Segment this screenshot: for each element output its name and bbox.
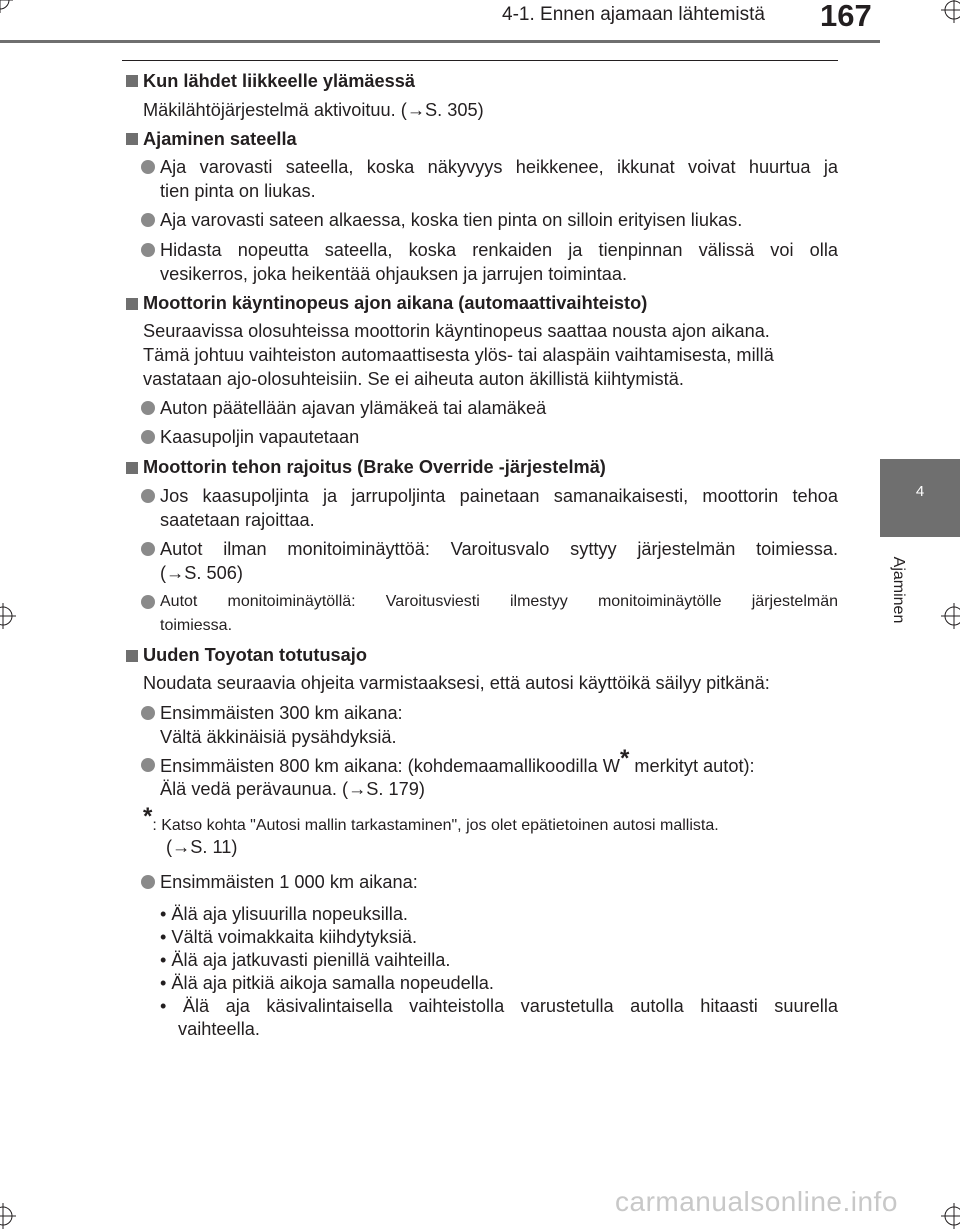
page-number: 167 — [820, 0, 872, 33]
sub-item: • Älä aja pitkiä aikoja samalla nopeudella. — [160, 973, 494, 993]
bullet-text: tien pinta on liukas. — [160, 181, 316, 201]
sub-item: • Älä aja jatkuvasti pienillä vaihteilla. — [160, 950, 451, 970]
section-marker — [126, 75, 138, 87]
paragraph-line: Mäkilähtöjärjestelmä aktivoituu. (→S. 305) — [143, 100, 484, 120]
section-heading: Moottorin käyntinopeus ajon aikana (automaattivaihteisto) — [143, 293, 648, 313]
section-marker — [126, 133, 138, 145]
section-title: 4-1. Ennen ajamaan lähtemistä — [502, 4, 765, 25]
bullet-dot — [141, 758, 155, 772]
footnote-line — [143, 803, 719, 837]
section-marker — [126, 298, 138, 310]
chapter-label-text: Ajaminen — [890, 556, 907, 624]
watermark: carmanualsonline.info — [615, 1186, 898, 1217]
bullet-text: (→S. 506) — [160, 563, 243, 583]
bullet-text: Ensimmäisten 300 km aikana: — [160, 703, 403, 723]
bullet-text — [160, 745, 755, 777]
bullet-text-part: merkityt autot): — [629, 756, 755, 776]
bullet-dot — [141, 430, 155, 444]
bullet-text: Hidasta nopeutta sateella, koska renkaiden ja tienpinnan välissä voi olla — [160, 240, 838, 260]
content-top-rule — [122, 60, 838, 61]
bullet-dot — [141, 875, 155, 889]
chapter-tab — [880, 459, 960, 537]
sub-item: • Älä aja ylisuurilla nopeuksilla. — [160, 904, 408, 924]
footnote-ref: (→S. 11) — [166, 837, 238, 857]
bullet-text: Aja varovasti sateen alkaessa, koska tien pinta on silloin erityisen liukas. — [160, 210, 743, 230]
section-heading: Ajaminen sateella — [143, 129, 297, 149]
bullet-text: Autot ilman monitoiminäyttöä: Varoitusvalo syttyy järjestelmän toimiessa. — [160, 539, 838, 559]
bullet-text: Kaasupoljin vapautetaan — [160, 427, 360, 447]
sub-item: • Älä aja käsivalintaisella vaihteistolla varustetulla autolla hitaasti suurella — [160, 996, 838, 1016]
sub-item: • Vältä voimakkaita kiihdytyksiä. — [160, 927, 418, 947]
crop-mark-bottom-right — [941, 1203, 960, 1229]
paragraph-line: Noudata seuraavia ohjeita varmistaaksesi, että autosi käyttöikä säilyy pitkänä: — [143, 673, 770, 693]
crop-mark-top-right — [941, 0, 960, 23]
bullet-text: Autot monitoiminäytöllä: Varoitusviesti ilmestyy monitoiminäytölle järjestelmän — [160, 593, 838, 610]
section-heading: Moottorin tehon rajoitus (Brake Override -järjestelmä) — [143, 457, 606, 477]
paragraph-line: Seuraavissa olosuhteissa moottorin käyntinopeus saattaa nousta ajon aikana. — [143, 321, 770, 341]
bullet-dot — [141, 243, 155, 257]
crop-mark-bottom-left — [0, 1203, 16, 1229]
bullet-text: Aja varovasti sateella, koska näkyvyys heikkenee, ikkunat voivat huurtua ja — [160, 157, 838, 177]
paragraph-line: Tämä johtuu vaihteiston automaattisesta ylös- tai alaspäin vaihtamisesta, millä — [143, 345, 774, 365]
bullet-dot — [141, 706, 155, 720]
sub-item: vaihteella. — [178, 1019, 260, 1039]
chapter-label — [884, 548, 912, 632]
section-marker — [126, 462, 138, 474]
bullet-text: Jos kaasupoljinta ja jarrupoljinta painetaan samanaikaisesti, moottorin tehoa — [160, 486, 838, 506]
section-heading: Uuden Toyotan totutusajo — [143, 645, 367, 665]
bullet-dot — [141, 213, 155, 227]
crop-mark-left-middle — [0, 603, 16, 629]
bullet-dot — [141, 160, 155, 174]
paragraph-line: vastataan ajo-olosuhteisiin. Se ei aiheuta auton äkillistä kiihtymistä. — [143, 369, 684, 389]
bullet-text: Auton päätellään ajavan ylämäkeä tai alamäkeä — [160, 398, 547, 418]
footnote-star: * — [619, 745, 630, 772]
bullet-dot — [141, 401, 155, 415]
footnote-text: : Katso kohta "Autosi mallin tarkastaminen", jos olet epätietoinen autosi mallista. — [152, 817, 719, 834]
crop-mark-top-left — [0, 0, 13, 13]
bullet-dot — [141, 595, 155, 609]
chapter-number: 4 — [915, 483, 925, 500]
bullet-dot — [141, 542, 155, 556]
footnote-star: * — [143, 803, 153, 830]
bullet-text: vesikerros, joka heikentää ohjauksen ja jarrujen toimintaa. — [160, 264, 628, 284]
bullet-text: Vältä äkkinäisiä pysähdyksiä. — [160, 727, 397, 747]
bullet-text: Älä vedä perävaunua. (→S. 179) — [160, 779, 425, 799]
bullet-text: Ensimmäisten 1 000 km aikana: — [160, 872, 418, 892]
bullet-text: toimiessa. — [160, 617, 233, 634]
bullet-dot — [141, 489, 155, 503]
crop-mark-right-middle — [941, 603, 960, 629]
header-rule — [0, 40, 880, 43]
section-heading: Kun lähdet liikkeelle ylämäessä — [143, 71, 415, 91]
bullet-text-part: Ensimmäisten 800 km aikana: (kohdemaamallikoodilla W — [160, 756, 620, 776]
section-marker — [126, 650, 138, 662]
bullet-text: saatetaan rajoittaa. — [160, 510, 315, 530]
